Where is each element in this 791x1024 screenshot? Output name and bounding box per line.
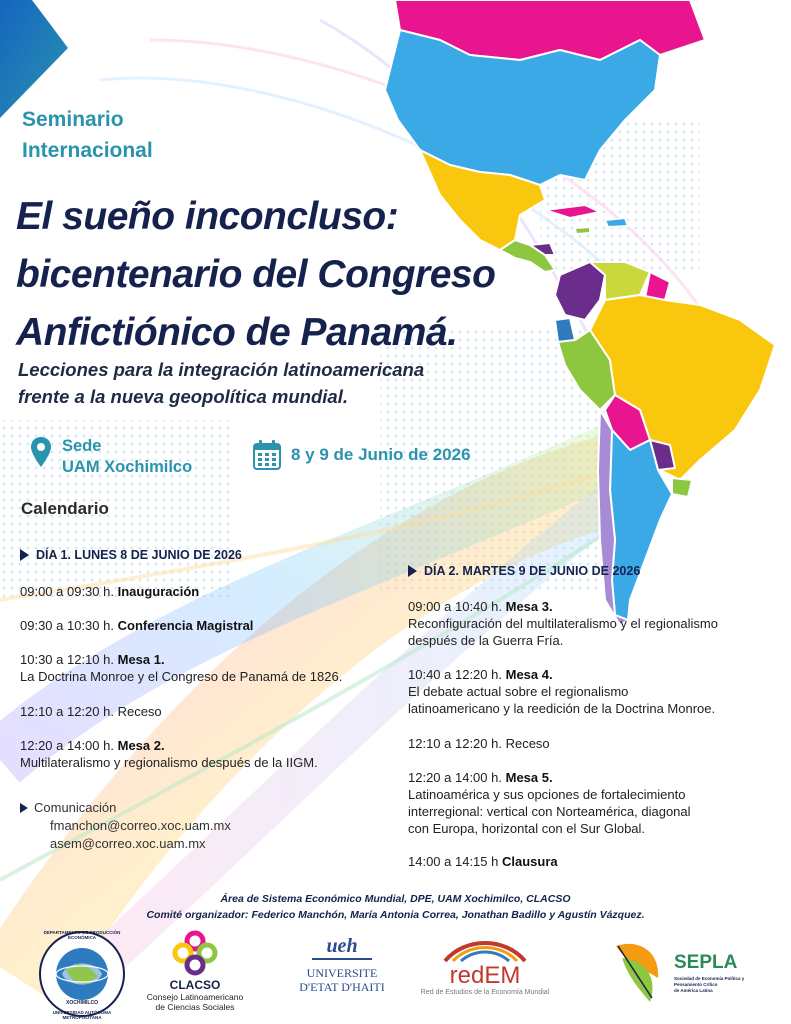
page-subtitle <box>18 356 424 410</box>
item-name: Mesa 4. <box>505 667 553 682</box>
item-time: 12:10 a 12:20 h. Receso <box>408 736 550 751</box>
seminar-kicker <box>22 104 153 166</box>
clacso-knot-icon <box>170 928 220 978</box>
day2-item <box>408 735 550 752</box>
item-time: 09:00 a 09:30 h. <box>20 584 114 599</box>
subtitle-line: Lecciones para la integración latinoamericana <box>18 359 425 380</box>
item-detail: Multilateralismo y regionalismo después de la IIGM. <box>20 755 318 770</box>
day2-item <box>408 853 558 870</box>
item-time: 12:10 a 12:20 h. Receso <box>20 704 162 719</box>
day1-item <box>20 737 318 771</box>
contact-email[interactable]: asem@correo.xoc.uam.mx <box>50 836 206 851</box>
title-line: bicentenario del Congreso <box>16 253 496 296</box>
item-time: 09:00 a 10:40 h. <box>408 599 502 614</box>
contact-label: Comunicación <box>34 800 117 815</box>
kicker-line: Internacional <box>22 139 153 162</box>
ueh-line: UNIVERSITE <box>306 966 378 980</box>
day2-item <box>408 598 718 649</box>
dpe-ring-top: DEPARTAMENTO DE PRODUCCIÓN ECONÓMICA <box>43 930 121 940</box>
day1-item <box>20 651 342 685</box>
kicker-line: Seminario <box>22 108 124 131</box>
day1-item <box>20 617 253 634</box>
subtitle-line: frente a la nueva geopolítica mundial. <box>18 386 348 407</box>
day1-heading-text: DÍA 1. LUNES 8 DE JUNIO DE 2026 <box>36 548 242 562</box>
map-ecuador <box>555 318 575 342</box>
clacso-name: CLACSO <box>169 978 221 992</box>
sepla-sub-line: de América Latina <box>674 988 713 993</box>
item-detail: Reconfiguración del multilateralismo y el regionalismo <box>408 616 718 631</box>
event-dates: 8 y 9 de Junio de 2026 <box>291 445 471 464</box>
day2-item <box>408 666 715 717</box>
footer-area-line: Área de Sistema Económico Mundial, DPE, UAM Xochimilco, CLACSO <box>220 893 571 905</box>
contact-block <box>20 799 231 853</box>
venue-place: UAM Xochimilco <box>62 458 193 476</box>
map-colombia <box>555 262 605 320</box>
day2-heading-text: DÍA 2. MARTES 9 DE JUNIO DE 2026 <box>424 564 641 578</box>
sepla-sub-line: Sociedad de Economía Política y Pensamiento Crítico <box>674 976 745 987</box>
item-name: Mesa 3. <box>505 599 553 614</box>
page-title <box>16 188 495 362</box>
item-name: Clausura <box>501 854 558 869</box>
redem-name: redEM <box>449 962 521 989</box>
dpe-ring-bottom: UNIVERSIDAD AUTÓNOMA METROPOLITANA <box>52 1010 112 1020</box>
item-time: 10:40 a 12:20 h. <box>408 667 502 682</box>
venue-block <box>30 436 192 478</box>
venue-label: Sede <box>62 437 102 455</box>
footer-committee-line: Comité organizador: Federico Manchón, María Antonia Correa, Jonathan Badillo y Agustín Vázquez. <box>146 909 645 921</box>
title-line: Anfictiónico de Panamá. <box>16 311 458 354</box>
sepla-leaf-icon <box>612 938 664 1004</box>
calendar-icon <box>253 440 281 470</box>
item-detail: con Europa, horizontal con el Sur Global. <box>408 821 646 836</box>
ueh-line: D'ETAT D'HAITI <box>299 980 385 994</box>
redem-logo <box>410 935 560 996</box>
map-uruguay <box>672 478 692 497</box>
ueh-mark: ueh <box>312 934 372 960</box>
day1-item <box>20 703 162 720</box>
sepla-logo <box>612 938 762 1008</box>
item-time: 12:20 a 14:00 h. <box>20 738 114 753</box>
dpe-logo <box>38 930 126 1018</box>
clacso-sub: Consejo Latinoamericano <box>146 992 244 1002</box>
clacso-sub: de Ciencias Sociales <box>155 1002 235 1012</box>
redem-arc-icon <box>435 935 535 963</box>
corner-accent-shape <box>0 0 70 120</box>
clacso-logo <box>135 928 255 1012</box>
item-detail: La Doctrina Monroe y el Congreso de Panamá de 1826. <box>20 669 343 684</box>
sepla-sub <box>674 976 764 994</box>
ueh-logo <box>292 934 392 994</box>
date-block <box>253 440 471 470</box>
item-detail: después de la Guerra Fría. <box>408 633 564 648</box>
day2-heading <box>408 564 640 578</box>
title-line: El sueño inconcluso: <box>16 195 399 238</box>
calendar-title: Calendario <box>21 499 109 518</box>
item-time: 10:30 a 12:10 h. <box>20 652 114 667</box>
item-time: 12:20 a 14:00 h. <box>408 770 502 785</box>
item-name: Mesa 1. <box>117 652 165 667</box>
dpe-inner-text: XOCHIMILCO <box>66 1000 98 1006</box>
location-pin-icon <box>30 436 52 468</box>
sepla-name: SEPLA <box>674 952 738 973</box>
contact-email[interactable]: fmanchon@correo.xoc.uam.mx <box>50 818 231 833</box>
triangle-bullet-icon <box>408 565 417 577</box>
item-name: Conferencia Magistral <box>117 618 254 633</box>
item-detail: latinoamericano y la reedición de la Doctrina Monroe. <box>408 701 716 716</box>
day1-item <box>20 583 199 600</box>
item-name: Inauguración <box>117 584 200 599</box>
triangle-bullet-icon <box>20 549 29 561</box>
day2-item <box>408 769 691 837</box>
item-detail: interregional: vertical con Norteamérica, diagonal <box>408 804 691 819</box>
redem-sub: Red de Estudios de la Economía Mundial <box>420 989 550 996</box>
item-detail: El debate actual sobre el regionalismo <box>408 684 629 699</box>
item-name: Mesa 2. <box>117 738 165 753</box>
item-time: 09:30 a 10:30 h. <box>20 618 114 633</box>
item-detail: Latinoamérica y sus opciones de fortalecimiento <box>408 787 686 802</box>
triangle-bullet-icon <box>20 803 28 813</box>
item-time: 14:00 a 14:15 h <box>408 854 499 869</box>
item-name: Mesa 5. <box>505 770 553 785</box>
day1-heading <box>20 548 242 562</box>
